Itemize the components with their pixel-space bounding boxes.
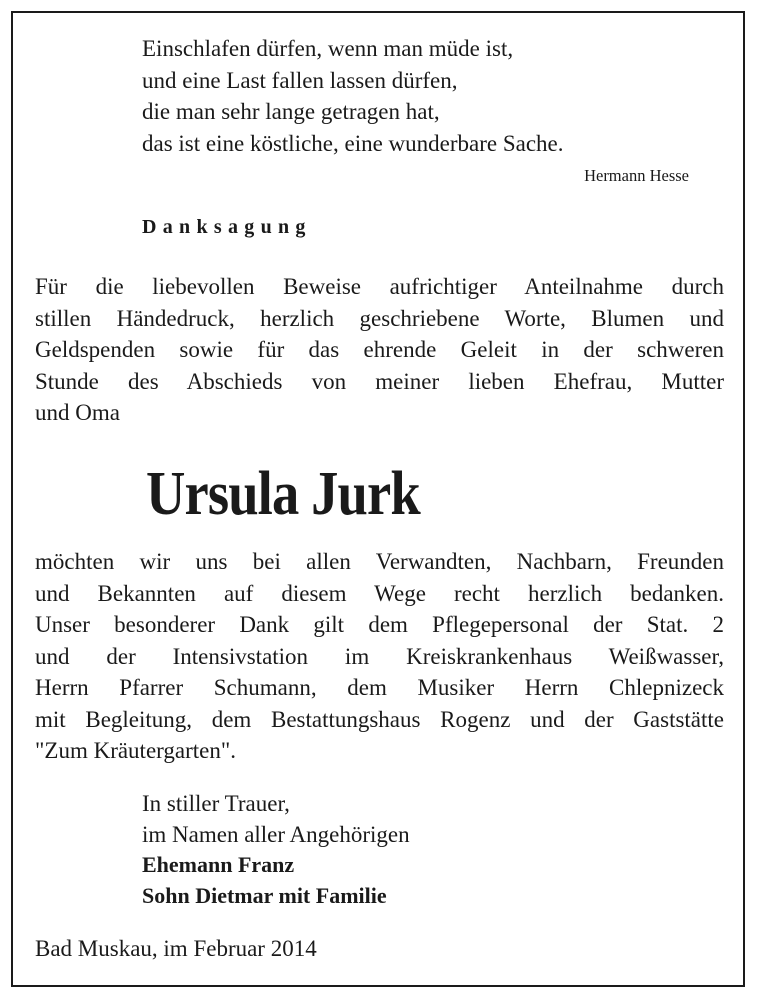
signature-son: Sohn Dietmar mit Familie xyxy=(142,882,387,908)
paragraph-line: mit Begleitung, dem Bestattungshaus Rogenz und der Gaststätte xyxy=(35,706,724,732)
paragraph-line: und Bekannten auf diesem Wege recht herzlich bedanken. xyxy=(35,580,724,606)
paragraph-line: Stunde des Abschieds von meiner lieben Ehefrau, Mutter xyxy=(35,368,724,394)
signature-line: im Namen aller Angehörigen xyxy=(142,821,410,847)
paragraph-line: Für die liebevollen Beweise aufrichtiger Anteilnahme durch xyxy=(35,274,724,299)
poem-author: Hermann Hesse xyxy=(584,166,689,185)
paragraph-line: stillen Händedruck, herzlich geschriebene Worte, Blumen und xyxy=(35,305,724,331)
paragraph-line: und Oma xyxy=(35,400,120,425)
poem-line: die man sehr lange getragen hat, xyxy=(142,99,440,124)
signature-block xyxy=(142,789,410,911)
signature-husband: Ehemann Franz xyxy=(142,852,295,877)
poem-line: das ist eine köstliche, eine wunderbare Sache. xyxy=(142,130,564,156)
poem-line: Einschlafen dürfen, wenn man müde ist, xyxy=(142,36,514,61)
thanks-paragraph-1 xyxy=(35,271,724,429)
paragraph-line: möchten wir uns bei allen Verwandten, Nachbarn, Freunden xyxy=(35,549,724,574)
poem xyxy=(142,33,564,159)
thanks-paragraph-2 xyxy=(35,546,724,767)
paragraph-line: und der Intensivstation im Kreiskrankenhaus Weißwasser, xyxy=(35,643,724,669)
paragraph-line: Geldspenden sowie für das ehrende Geleit in der schweren xyxy=(35,337,724,362)
paragraph-line: Unser besonderer Dank gilt dem Pflegepersonal der Stat. 2 xyxy=(35,612,724,637)
paragraph-line: "Zum Kräutergarten". xyxy=(35,738,237,763)
signature-line: In stiller Trauer, xyxy=(142,791,290,816)
deceased-name: Ursula Jurk xyxy=(146,460,420,528)
heading-danksagung: Danksagung xyxy=(142,216,312,238)
place-and-date: Bad Muskau, im Februar 2014 xyxy=(35,936,317,961)
poem-line: und eine Last fallen lassen dürfen, xyxy=(142,67,458,93)
paragraph-line: Herrn Pfarrer Schumann, dem Musiker Herrn Chlepnizeck xyxy=(35,675,724,700)
